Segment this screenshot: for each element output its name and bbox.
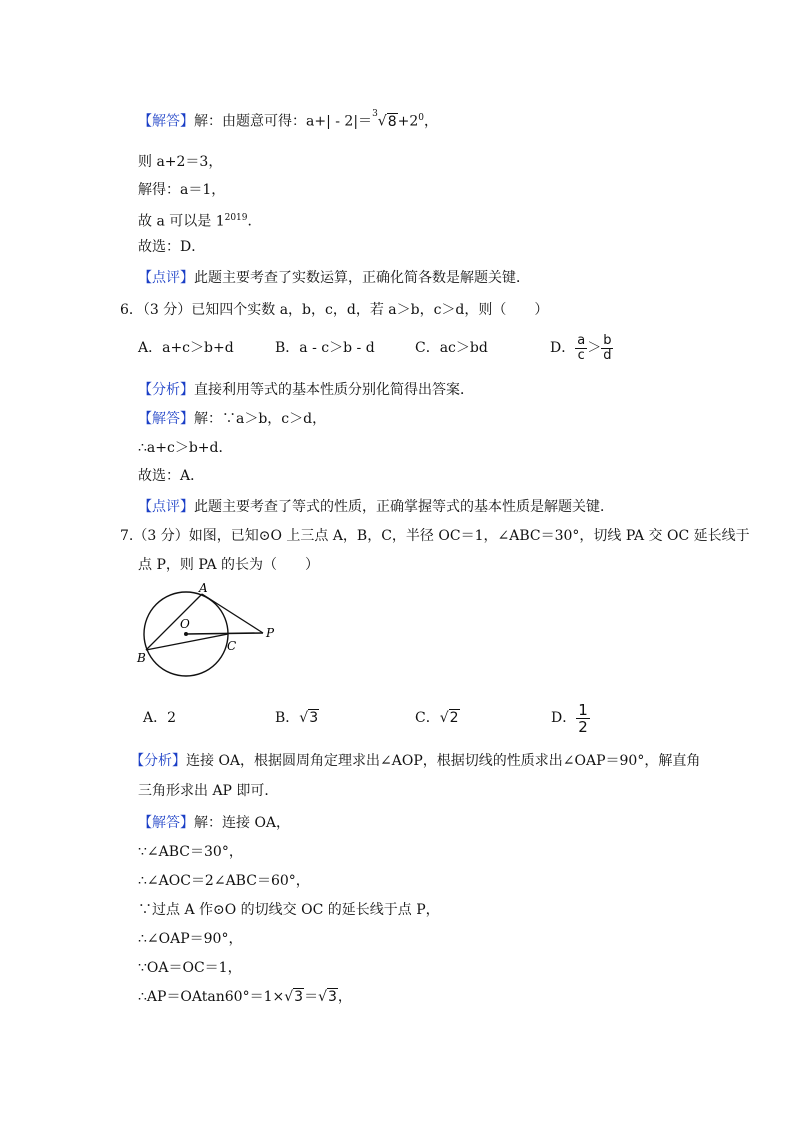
q7-line7: ∴AP＝OAtan60°＝1×√3＝√3， (138, 989, 352, 1005)
q6-line2: ∴a+c＞b+d． (138, 440, 233, 456)
q6-option-c: C．ac＞bd (415, 340, 488, 356)
fraction: $\frac{b}{d}$ (603, 332, 612, 363)
q6-option-b: B．a - c＞b - d (275, 340, 375, 356)
q5-answer-line: 【解答】解：由题意可得：$a+| - 2|=^3√8+2^0$， (138, 109, 439, 130)
q6-option-d: D． $\frac{a}{c}$ ＞ $\frac{b}{d}$ (550, 332, 612, 363)
label-p: P (266, 626, 275, 640)
q5-line2: 则 a+2＝3， (138, 154, 223, 170)
fraction: $\frac{a}{c}$ (577, 332, 586, 363)
square-root: √3 (284, 989, 304, 1005)
cube-root: $^3$√8 (372, 109, 397, 130)
circle-tangent-figure (130, 580, 290, 685)
answer-tag: 【解答】 (138, 113, 194, 130)
label-b: B (137, 651, 146, 665)
q7-option-c: C．√2 (415, 710, 459, 726)
q5-line3: 解得：a＝1， (138, 182, 226, 198)
center-dot (184, 632, 188, 636)
square-root: √3 (299, 710, 319, 726)
q7-option-a: A．2 (143, 710, 177, 726)
segment-ab (146, 594, 202, 650)
label-a: A (199, 581, 208, 595)
q7-stem-line2: 点 P，则 PA 的长为（ ） (138, 557, 320, 573)
q5-line4: 故 a 可以是 $1^{2019}$． (138, 213, 262, 230)
q5-comment: 【点评】此题主要考查了实数运算，正确化简各数是解题关键． (138, 270, 530, 286)
fraction: $\frac{1}{2}$ (578, 700, 588, 736)
q7-line3: ∴∠AOC＝2∠ABC＝60°， (138, 873, 310, 889)
q7-answer: 【解答】解：连接 OA， (138, 815, 291, 831)
q7-line4: ∵过点 A 作⊙O 的切线交 OC 的延长线于点 P， (138, 902, 440, 918)
q7-stem-line1: 7.（3 分）如图，已知⊙O 上三点 A，B，C，半径 OC＝1，∠ABC＝30°，切线 PA 交 OC 延长线于 (120, 528, 750, 544)
segment-op (186, 633, 263, 634)
q7-analysis-line2: 三角形求出 AP 即可． (138, 783, 279, 799)
q7-line5: ∴∠OAP＝90°， (138, 931, 243, 947)
q7-line2: ∵∠ABC＝30°， (138, 844, 243, 860)
segment-ap (202, 594, 263, 633)
q6-option-a: A．a+c＞b+d (138, 340, 234, 356)
q6-answer: 【解答】解：∵a＞b，c＞d， (138, 411, 327, 427)
square-root: √3 (318, 989, 337, 1005)
q5-line5: 故选：D． (138, 239, 206, 255)
q7-analysis-line1: 【分析】连接 OA，根据圆周角定理求出∠AOP，根据切线的性质求出∠OAP＝90°，解直角 (130, 753, 701, 769)
q7-option-b: B．√3 (275, 710, 319, 726)
q6-stem: 6．（3 分）已知四个实数 a，b，c，d，若 a＞b，c＞d，则（ ） (120, 302, 549, 318)
q6-comment: 【点评】此题主要考查了等式的性质，正确掌握等式的基本性质是解题关键． (138, 499, 614, 515)
q7-option-d: D． $\frac{1}{2}$ (551, 700, 588, 736)
q6-analysis: 【分析】直接利用等式的基本性质分别化简得出答案． (138, 382, 474, 398)
label-o: O (180, 617, 190, 631)
q7-line6: ∵OA＝OC＝1， (138, 960, 242, 976)
segment-bc (146, 634, 228, 650)
q6-line3: 故选：A． (138, 468, 205, 484)
square-root: √2 (439, 710, 459, 726)
label-c: C (227, 639, 237, 653)
